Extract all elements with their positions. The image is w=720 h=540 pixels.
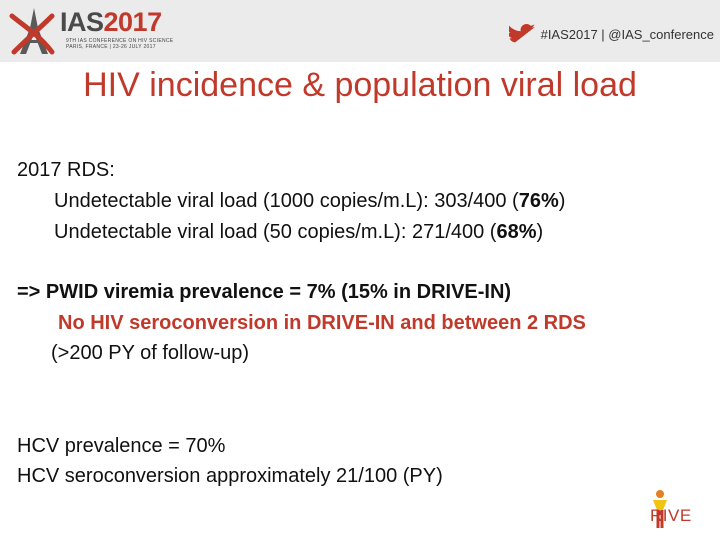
drive-logo-text: RIVE <box>650 506 692 525</box>
drive-logo <box>640 488 702 534</box>
twitter-bird-icon <box>509 23 537 45</box>
logo-title: IAS2017 <box>60 7 162 37</box>
rds-heading: 2017 RDS: <box>17 159 115 181</box>
hcv-seroconversion-line: HCV seroconversion approximately 21/100 (PY) <box>17 465 443 487</box>
follow-up-line: (>200 PY of follow-up) <box>51 342 250 364</box>
pwid-viremia-line: => PWID viremia prevalence = 7% (15% in DRIVE-IN) <box>17 281 512 303</box>
logo-subtitle <box>66 38 176 50</box>
logo-subtitle-line1: 9TH IAS CONFERENCE ON HIV SCIENCE <box>66 38 174 44</box>
eiffel-tower-ribbon-icon <box>8 6 60 56</box>
slide-title: HIV incidence & population viral load <box>83 66 637 104</box>
ias2017-logo <box>8 4 178 58</box>
logo-subtitle-line2: PARIS, FRANCE | 23-26 JULY 2017 <box>66 44 156 50</box>
hcv-prevalence-line: HCV prevalence = 70% <box>17 435 226 457</box>
social-handle <box>509 23 714 45</box>
hiv-seroconversion-line: No HIV seroconversion in DRIVE-IN and between 2 RDS <box>58 312 586 334</box>
rds-line-1000: Undetectable viral load (1000 copies/m.L): 303/400 (76%) <box>54 190 566 212</box>
social-text: #IAS2017 | @IAS_conference <box>540 26 714 42</box>
rds-line-50: Undetectable viral load (50 copies/m.L): 271/400 (68%) <box>54 221 544 243</box>
